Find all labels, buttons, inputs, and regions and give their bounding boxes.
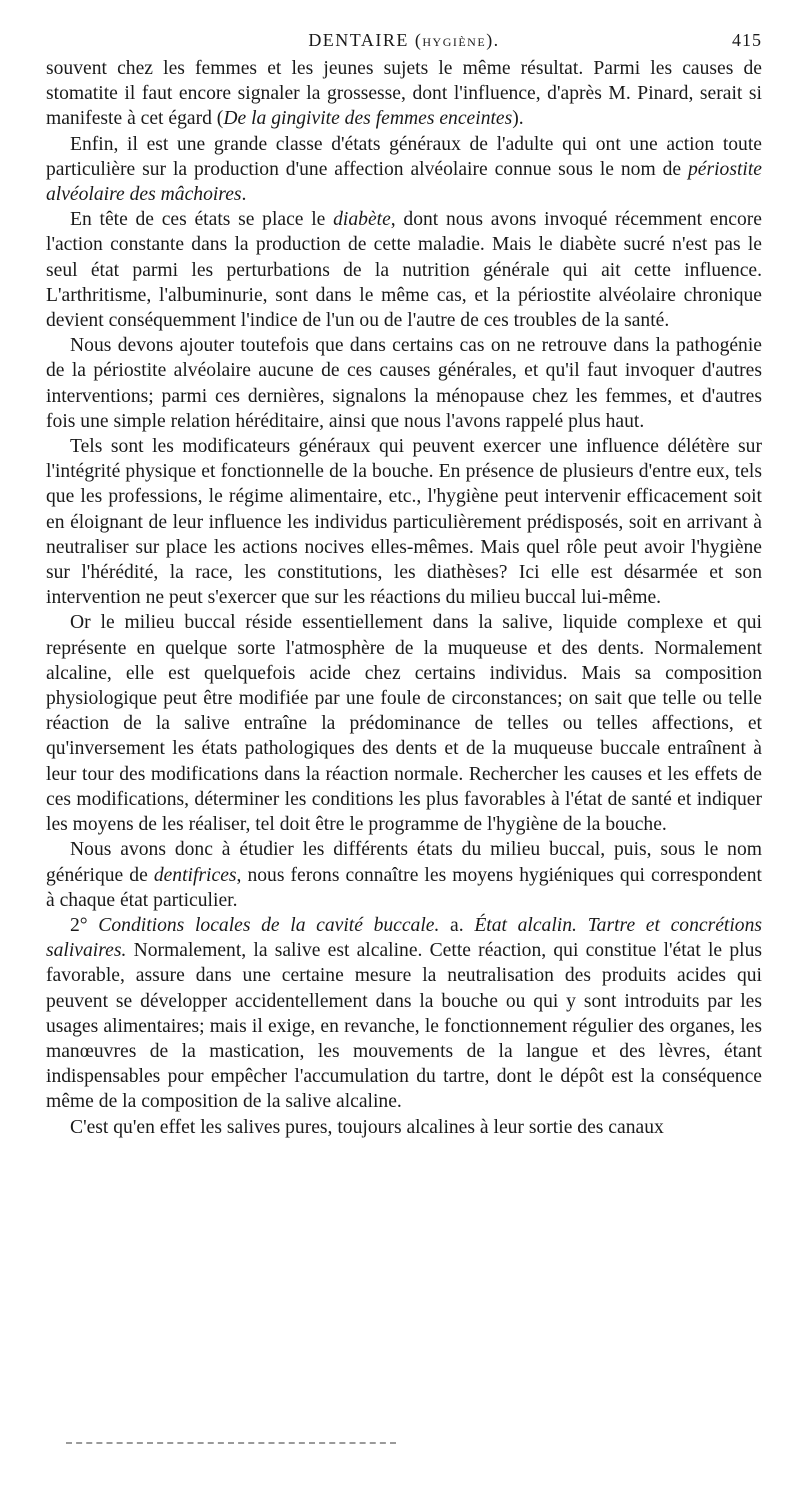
paragraph-segment: .: [241, 184, 247, 206]
page-number: 415: [732, 30, 762, 50]
paragraph-segment: Tels sont les modificateurs généraux qui peuvent exercer une influence délétère sur l'intégrité physique et fonctionnelle de la bouche. En présence de plusieurs d'entre eux, tels que les professions, le régime alimentaire, etc., l'hygiène peut intervenir efficacement soit en éloignant de leur influence les individus particulièrement prédisposés, soit en arrivant à neutraliser sur place les actions nocives elles-mêmes. Mais quel rôle peut avoir l'hygiène sur l'hérédité, la race, les constitutions, les diathèses? Ici elle est désarmée et son intervention ne peut s'exercer que sur les réactions du milieu buccal lui-même.: [46, 436, 762, 609]
paragraph-segment: En tête de ces états se place le: [70, 209, 334, 231]
running-title-end: ).: [486, 30, 500, 50]
paragraph-1: [46, 56, 762, 132]
page: [46, 28, 762, 1140]
section-number: 2°: [70, 914, 99, 936]
paragraph-segment: ).: [512, 108, 524, 130]
paragraph-5: [46, 434, 762, 610]
body-text: [46, 56, 762, 1140]
term-italic: périostite alvéolaire des mâchoires: [46, 158, 762, 206]
book-title-italic: De la gingivite des femmes enceintes: [223, 108, 513, 130]
subsection-heading-italic: État alcalin. Tartre et concrétions salivaires.: [46, 914, 763, 962]
term-italic: dentifrices: [153, 864, 237, 886]
term-italic: diabète: [333, 209, 391, 231]
paragraph-segment: , dont nous avons invoqué récemment encore l'action constante dans la production de cette maladie. Mais le diabète sucré n'est pas le seul état parmi les perturbations de la nutrition générale qui ait cette influence. L'arthritisme, l'albuminurie, sont dans le même cas, et la périostite alvéolaire chronique devient conséquemment l'indice de l'un ou de l'autre de ces troubles de la santé.: [46, 209, 762, 332]
paragraph-segment: Nous devons ajouter toutefois que dans certains cas on ne retrouve dans la pathogénie de la périostite alvéolaire aucune de ces causes générales, et qu'il faut invoquer d'autres interventions; parmi ces dernières, signalons la ménopause chez les femmes, et d'autres fois une simple relation héréditaire, ainsi que nous l'avons rappelé plus haut.: [46, 335, 762, 432]
paragraph-segment: , nous ferons connaître les moyens hygiéniques qui correspondent à chaque état particulier.: [46, 864, 762, 911]
paragraph-segment: Or le milieu buccal réside essentiellement dans la salive, liquide complexe et qui représente en quelque sorte l'atmosphère de la muqueuse et des dents. Normalement alcaline, elle est quelquefois acide chez certains individus. Mais sa composition physiologique peut être modifiée par une foule de circonstances; on sait que telle ou telle réaction de la salive entraîne la prédominance de telles ou telles affections, et qu'inversement les états pathologiques des dents et de la muqueuse buccale entraînent à leur tour des modifications dans la réaction normale. Rechercher les causes et les effets de ces modifications, déterminer les conditions les plus favorables à l'état de santé et indiquer les moyens de les réaliser, tel doit être le programme de l'hygiène de la bouche.: [46, 612, 762, 836]
paragraph-segment: Nous avons donc à étudier les différents états du milieu buccal, puis, sous le nom générique de: [46, 839, 762, 886]
paragraph-4: [46, 333, 762, 434]
paragraph-segment: a.: [439, 914, 475, 936]
paragraph-segment: souvent chez les femmes et les jeunes sujets le même résultat. Parmi les causes de stomatite il faut encore signaler la grossesse, dont l'influence, d'après M. Pinard, serait si manifeste à cet égard (: [46, 58, 762, 130]
paragraph-segment: C'est qu'en effet les salives pures, toujours alcalines à leur sortie des canaux: [70, 1116, 664, 1138]
paragraph-8: [46, 913, 762, 1115]
paragraph-2: [46, 132, 762, 208]
running-title: [46, 30, 762, 51]
running-head: [46, 28, 762, 56]
paragraph-9: [46, 1115, 762, 1140]
section-heading-italic: Conditions locales de la cavité buccale.: [98, 914, 440, 936]
paragraph-7: [46, 837, 762, 913]
paragraph-segment: Normalement, la salive est alcaline. Cette réaction, qui constitue l'état le plus favorable, assure dans une certaine mesure la neutralisation des produits acides qui peuvent se développer accidentellement dans la bouche ou qui y sont introduits par les usages alimentaires; mais il exige, en revanche, le fonctionnement régulier des organes, les manœuvres de la mastication, les mouvements de la langue et des lèvres, étant indispensables pour empêcher l'accumulation du tartre, dont le dépôt est la conséquence même de la composition de la salive alcaline.: [46, 940, 762, 1113]
paragraph-3: [46, 207, 762, 333]
running-title-subject: HYGIÈNE: [422, 35, 487, 49]
running-title-main: DENTAIRE (: [308, 30, 423, 50]
bottom-rule: [66, 1442, 396, 1444]
paragraph-6: [46, 610, 762, 837]
paragraph-segment: Enfin, il est une grande classe d'états généraux de l'adulte qui ont une action toute particulière sur la production d'une affection alvéolaire connue sous le nom de: [46, 133, 762, 180]
